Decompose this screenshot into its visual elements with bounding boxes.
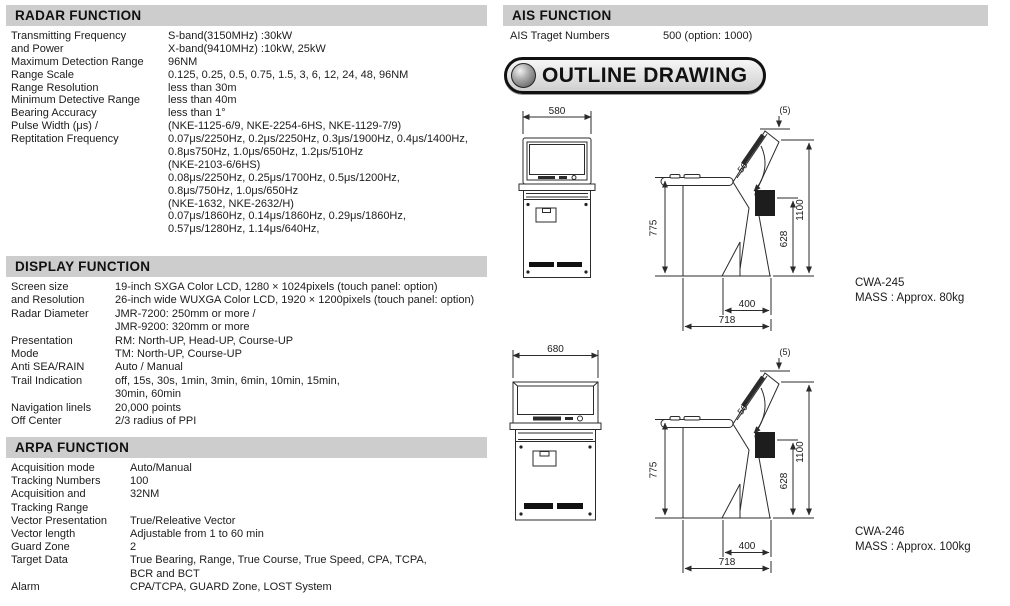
spec-label: and Resolution — [11, 294, 85, 307]
dim-desk-height: 775 — [648, 219, 660, 237]
spec-label: Trail Indication — [11, 374, 83, 387]
spec-row — [11, 568, 487, 581]
spec-label: and Power — [11, 42, 64, 55]
spec-value: less than 1° — [168, 107, 226, 120]
dim-tilt-angle: 50° — [735, 157, 752, 175]
spec-label — [11, 185, 168, 198]
spec-value: JMR-9200: 320mm or more — [115, 321, 250, 334]
spec-label — [11, 198, 168, 211]
model-label: CWA-245 — [855, 277, 905, 289]
spec-value: 30min, 60min — [115, 388, 182, 401]
spec-row — [11, 210, 487, 223]
spec-value: 2/3 radius of PPI — [115, 414, 197, 427]
spec-row — [11, 581, 487, 594]
mass-label: MASS : Approx. 100kg — [855, 541, 971, 553]
side-view-cwa-246 — [655, 358, 814, 573]
spec-row — [11, 348, 487, 361]
spec-row — [11, 69, 487, 82]
spec-row — [11, 294, 487, 307]
outline-drawing-cwa-246 — [503, 340, 1010, 592]
spec-row — [11, 120, 487, 133]
spec-label — [11, 388, 115, 401]
spec-label: Target Data — [11, 554, 68, 567]
spec-value: off, 15s, 30s, 1min, 3min, 6min, 10min, 15min, — [115, 374, 340, 387]
mass-label: MASS : Approx. 80kg — [855, 292, 965, 304]
spec-value: 0.8μs/750Hz, 1.0μs/650Hz — [168, 184, 299, 197]
spec-value: 0.07μs/2250Hz, 0.2μs/2250Hz, 0.3μs/1900Hz, 0.4μs/1400Hz, — [168, 133, 468, 146]
front-view-cwa-245 — [519, 111, 595, 278]
spec-value: True Bearing, Range, True Course, True Speed, CPA, TCPA, — [130, 554, 427, 567]
dim-mid-height: 628 — [779, 230, 790, 248]
spec-value: 19-inch SXGA Color LCD, 1280 × 1024pixels (touch panel: option) — [115, 281, 438, 293]
spec-label: Mode — [11, 347, 39, 360]
spec-label — [11, 159, 168, 172]
spec-row — [11, 375, 487, 388]
spec-row — [11, 554, 487, 567]
arpa-section-title: ARPA FUNCTION — [15, 440, 130, 455]
spec-label — [11, 321, 115, 334]
dim-desk-height: 775 — [648, 461, 660, 479]
arpa-section-header — [6, 437, 487, 458]
spec-row — [11, 402, 487, 415]
spec-label: Tracking Range — [11, 501, 89, 514]
dim-foot-depth: 400 — [738, 299, 756, 310]
spec-value: 0.07μs/1860Hz, 0.14μs/1860Hz, 0.29μs/1860Hz, — [168, 210, 406, 223]
spec-label: Anti SEA/RAIN — [11, 361, 85, 374]
spec-value: 0.8μs750Hz, 1.0μs/650Hz, 1.2μs/510Hz — [168, 146, 364, 159]
sphere-icon — [511, 63, 536, 88]
outline-drawing-heading — [504, 57, 766, 94]
spec-row — [11, 388, 487, 401]
spec-label: Minimum Detective Range — [11, 94, 140, 107]
spec-value: (NKE-2103-6/6HS) — [168, 158, 261, 171]
spec-label: Vector Presentation — [11, 514, 108, 527]
spec-label — [11, 172, 168, 185]
spec-label: Reptitation Frequency — [11, 133, 119, 146]
spec-label: Off Center — [11, 414, 62, 427]
outline-drawing-title: OUTLINE DRAWING — [542, 63, 748, 87]
spec-row — [510, 30, 988, 43]
radar-function-section — [6, 5, 487, 236]
dim-total-height: 1100 — [795, 199, 806, 221]
spec-value: 96NM — [168, 55, 198, 68]
spec-row — [11, 30, 487, 43]
spec-row — [11, 133, 487, 146]
arpa-spec-table — [6, 462, 487, 594]
spec-row — [11, 198, 487, 211]
ais-section-title: AIS FUNCTION — [512, 8, 612, 23]
spec-value: 0.57μs/1280Hz, 1.14μs/640Hz, — [168, 223, 320, 236]
dim-total-depth: 718 — [718, 315, 736, 326]
side-view-cwa-245 — [655, 116, 814, 331]
spec-value: 0.08μs/2250Hz, 0.25μs/1700Hz, 0.5μs/1200Hz, — [168, 171, 400, 184]
spec-row — [11, 107, 487, 120]
spec-value: S-band(3150MHz) :30kW — [168, 30, 293, 42]
spec-label: Alarm — [11, 580, 40, 593]
spec-label: Bearing Accuracy — [11, 107, 97, 120]
spec-label — [11, 146, 168, 159]
spec-row — [11, 159, 487, 172]
spec-row — [11, 502, 487, 515]
spec-value: X-band(9410MHz) :10kW, 25kW — [168, 42, 326, 55]
radar-section-title: RADAR FUNCTION — [15, 8, 142, 23]
spec-label: Transmitting Frequency — [11, 30, 127, 42]
spec-label: Maximum Detection Range — [11, 55, 144, 68]
radar-spec-table — [6, 30, 487, 236]
ais-spec-table — [503, 30, 988, 43]
spec-label: Range Scale — [11, 68, 74, 81]
radar-section-header — [6, 5, 487, 26]
spec-row — [11, 185, 487, 198]
spec-row — [11, 541, 487, 554]
spec-value: True/Releative Vector — [130, 514, 236, 527]
dim-total-depth: 718 — [718, 557, 736, 568]
spec-label: Pulse Width (μs) / — [11, 120, 99, 133]
spec-row — [11, 488, 487, 501]
dim-top-offset: (5) — [779, 105, 791, 115]
spec-value: (NKE-1125-6/9, NKE-2254-6HS, NKE-1129-7/9) — [168, 120, 402, 133]
spec-row — [11, 335, 487, 348]
spec-label: Range Resolution — [11, 81, 99, 94]
spec-label: Acquisition and — [11, 488, 86, 501]
spec-row — [11, 528, 487, 541]
spec-label — [11, 210, 168, 223]
spec-value: 32NM — [130, 488, 160, 501]
spec-value: CPA/TCPA, GUARD Zone, LOST System — [130, 580, 332, 593]
spec-label: Presentation — [11, 334, 73, 347]
dim-mid-height: 628 — [779, 472, 790, 490]
spec-row — [11, 515, 487, 528]
spec-row — [11, 475, 487, 488]
spec-row — [11, 462, 487, 475]
spec-value: RM: North-UP, Head-UP, Course-UP — [115, 334, 294, 347]
spec-value: Adjustable from 1 to 60 min — [130, 527, 264, 540]
spec-label: AIS Traget Numbers — [510, 30, 610, 42]
spec-value: JMR-7200: 250mm or more / — [115, 307, 256, 320]
spec-label: Tracking Numbers — [11, 475, 101, 488]
dim-top-offset: (5) — [779, 347, 791, 357]
spec-value: Auto/Manual — [130, 462, 192, 474]
spec-row — [11, 223, 487, 236]
display-section-title: DISPLAY FUNCTION — [15, 259, 151, 274]
arpa-function-section — [6, 437, 487, 594]
outline-drawing-cwa-245 — [503, 98, 1010, 340]
spec-row — [11, 94, 487, 107]
spec-row — [11, 146, 487, 159]
ais-function-section — [503, 5, 988, 43]
spec-label: Radar Diameter — [11, 307, 89, 320]
dim-foot-depth: 400 — [738, 541, 756, 552]
spec-label — [11, 568, 130, 581]
spec-value: 26-inch wide WUXGA Color LCD, 1920 × 1200pixels (touch panel: option) — [115, 294, 475, 307]
dim-front-width: 580 — [548, 106, 566, 117]
spec-value: 0.125, 0.25, 0.5, 0.75, 1.5, 3, 6, 12, 24, 48, 96NM — [168, 68, 409, 81]
ais-section-header — [503, 5, 988, 26]
spec-row — [11, 172, 487, 185]
spec-value: 20,000 points — [115, 401, 182, 414]
model-label: CWA-246 — [855, 526, 905, 538]
spec-value: less than 30m — [168, 81, 237, 94]
dim-front-width: 680 — [547, 344, 564, 355]
spec-value: less than 40m — [168, 94, 237, 107]
spec-value: 500 (option: 1000) — [663, 30, 753, 42]
spec-label: Vector length — [11, 527, 76, 540]
spec-value: TM: North-UP, Course-UP — [115, 347, 242, 360]
spec-label: Acquisition mode — [11, 462, 95, 474]
spec-row — [11, 82, 487, 95]
spec-row — [11, 281, 487, 294]
display-section-header — [6, 256, 487, 277]
spec-label: Screen size — [11, 281, 69, 293]
front-view-cwa-246 — [510, 350, 601, 520]
spec-value: Auto / Manual — [115, 361, 183, 374]
dim-tilt-angle: 50° — [735, 399, 752, 417]
spec-label: Navigation linels — [11, 401, 92, 414]
spec-row — [11, 43, 487, 56]
spec-label: Guard Zone — [11, 541, 70, 554]
spec-row — [11, 308, 487, 321]
dim-total-height: 1100 — [795, 441, 806, 463]
spec-value: BCR and BCT — [130, 567, 200, 580]
spec-row — [11, 415, 487, 428]
display-spec-table — [6, 281, 487, 428]
spec-label — [11, 223, 168, 236]
spec-value: 100 — [130, 475, 149, 488]
spec-row — [11, 361, 487, 374]
display-function-section — [6, 256, 487, 428]
spec-row — [11, 321, 487, 334]
spec-value: (NKE-1632, NKE-2632/H) — [168, 197, 294, 210]
spec-row — [11, 56, 487, 69]
spec-value: 2 — [130, 541, 137, 554]
